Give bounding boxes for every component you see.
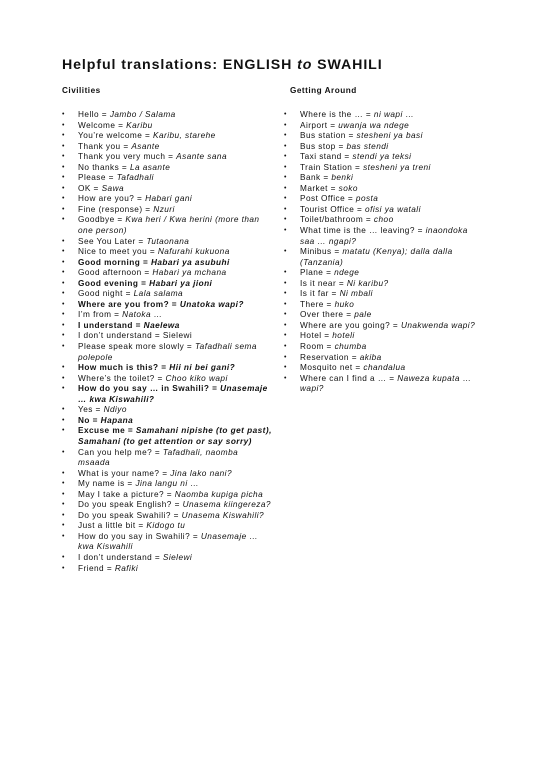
bullet-icon: • (62, 311, 65, 319)
swahili-translation: Unasema Kiswahili? (181, 510, 265, 520)
bullet-icon: • (62, 448, 65, 456)
bullet-icon: • (62, 564, 65, 572)
title-main: Helpful translations: ENGLISH (62, 57, 293, 73)
bullet-icon: • (62, 184, 65, 192)
bullet-icon: • (62, 532, 65, 540)
english-phrase: I don’t understand = (78, 552, 163, 562)
list-item (62, 553, 272, 564)
english-phrase: Nice to meet you = (78, 247, 158, 257)
list-item (62, 321, 272, 332)
list-item (62, 564, 272, 575)
bullet-icon: • (62, 153, 65, 161)
list-item (62, 405, 272, 416)
swahili-translation: Tafadhali sema polepole (78, 342, 257, 362)
english-phrase: Hello = (78, 110, 110, 119)
bullet-icon: • (62, 142, 65, 150)
english-phrase: Post Office = (300, 194, 356, 204)
english-phrase: Room = (300, 342, 335, 352)
list-item (62, 173, 272, 184)
english-phrase: There = (300, 299, 335, 309)
bullet-icon: • (62, 258, 65, 266)
bullet-icon: • (62, 553, 65, 561)
english-phrase: Taxi stand = (300, 152, 353, 162)
swahili-translation: Unasemaje … kwa Kiswahili (78, 531, 259, 552)
bullet-icon: • (284, 343, 287, 351)
english-phrase: Good night = (78, 289, 134, 299)
english-phrase: Where is the … = (300, 110, 374, 119)
english-phrase: Can you help me? = (78, 447, 163, 457)
english-phrase: Good afternoon = (78, 268, 153, 278)
swahili-translation: Kidogo tu (146, 521, 186, 531)
english-phrase: Reservation = (300, 352, 360, 362)
english-phrase: Market = (300, 183, 339, 193)
bullet-icon: • (284, 142, 287, 150)
list-item (284, 205, 484, 216)
swahili-translation: Habari ya asubuhi (150, 257, 230, 267)
civilities-list (62, 110, 272, 574)
list-item (284, 215, 484, 226)
swahili-translation: Ni karibu? (346, 278, 389, 288)
english-phrase: Where can I find a … = (300, 373, 398, 383)
swahili-translation: Tafadhali, naomba msaada (78, 447, 239, 468)
list-item (62, 363, 272, 374)
swahili-translation: Habari ya mchana (152, 268, 227, 278)
bullet-icon: • (284, 279, 287, 287)
english-phrase: Airport = (300, 120, 339, 130)
swahili-translation: ndege (334, 268, 360, 278)
list-item (62, 469, 272, 480)
english-phrase: Good morning = (78, 257, 151, 267)
bullet-icon: • (284, 269, 287, 277)
list-item (284, 184, 484, 195)
english-phrase: Where are you going? = (300, 320, 401, 330)
bullet-icon: • (284, 364, 287, 372)
list-item (62, 131, 272, 142)
bullet-icon: • (62, 174, 65, 182)
english-phrase: What time is the … leaving? = (300, 226, 426, 236)
english-phrase: My name is = (78, 479, 136, 489)
swahili-translation: Hii ni bei gani? (169, 363, 236, 373)
swahili-translation: inaondoka saa … ngapi? (300, 226, 468, 246)
bullet-icon: • (62, 469, 65, 477)
bullet-icon: • (284, 248, 287, 256)
english-phrase: Yes = (78, 405, 104, 415)
english-phrase: Excuse me = (78, 426, 136, 436)
swahili-translation: Unakwenda wapi? (400, 320, 476, 330)
english-phrase: Please = (78, 173, 117, 183)
bullet-icon: • (62, 195, 65, 203)
list-item (62, 479, 272, 490)
swahili-translation: Choo kiko wapi (165, 373, 228, 383)
bullet-icon: • (284, 205, 287, 213)
list-item (62, 237, 272, 248)
list-item (62, 384, 272, 405)
swahili-translation: uwanja wa ndege (338, 120, 410, 130)
bullet-icon: • (62, 290, 65, 298)
bullet-icon: • (62, 163, 65, 171)
bullet-icon: • (284, 332, 287, 340)
list-item (62, 205, 272, 216)
swahili-translation: La asante (129, 162, 171, 172)
list-item (62, 374, 272, 385)
list-item (62, 310, 272, 321)
bullet-icon: • (62, 332, 65, 340)
english-phrase: No = (78, 415, 101, 425)
bullet-icon: • (284, 153, 287, 161)
english-phrase: See You Later = (78, 236, 147, 246)
bullet-icon: • (284, 311, 287, 319)
list-item (62, 331, 272, 342)
bullet-icon: • (62, 121, 65, 129)
bullet-icon: • (284, 321, 287, 329)
list-item (284, 363, 484, 374)
swahili-translation: Nafurahi kukuona (157, 247, 230, 257)
page-title (62, 57, 383, 73)
swahili-translation: Rafiki (114, 563, 139, 573)
list-item (284, 131, 484, 142)
list-item (284, 353, 484, 364)
list-item (62, 511, 272, 522)
bullet-icon: • (62, 501, 65, 509)
english-phrase: Just a little bit = (78, 521, 147, 531)
list-item (62, 247, 272, 258)
english-phrase: Thank you very much = (78, 152, 177, 162)
english-phrase: I understand = (78, 320, 144, 330)
swahili-translation: Natoka … (122, 310, 163, 320)
list-item (284, 152, 484, 163)
bullet-icon: • (62, 343, 65, 351)
swahili-translation: Sielewi (162, 552, 193, 562)
list-item (62, 258, 272, 269)
bullet-icon: • (284, 195, 287, 203)
bullet-icon: • (284, 184, 287, 192)
list-item (284, 173, 484, 184)
list-item (284, 163, 484, 174)
english-phrase: May I take a picture? = (78, 489, 175, 499)
english-phrase: You’re welcome = (78, 131, 153, 141)
list-item (284, 121, 484, 132)
list-item (284, 310, 484, 321)
english-phrase: How are you? = (78, 194, 146, 204)
swahili-translation: stesheni ya treni (363, 162, 431, 172)
bullet-icon: • (62, 480, 65, 488)
bullet-icon: • (62, 300, 65, 308)
swahili-translation: Unasema kiingereza? (182, 500, 271, 510)
swahili-translation: pale (354, 310, 372, 320)
bullet-icon: • (62, 364, 65, 372)
list-item (284, 194, 484, 205)
english-phrase: Bank = (300, 173, 332, 183)
english-phrase: Goodbye = (78, 215, 126, 225)
bullet-icon: • (62, 111, 65, 118)
bullet-icon: • (284, 290, 287, 298)
bullet-icon: • (62, 279, 65, 287)
bullet-icon: • (284, 132, 287, 140)
swahili-translation: Ndiyo (103, 405, 127, 415)
list-item (62, 268, 272, 279)
list-item (62, 521, 272, 532)
list-item (284, 342, 484, 353)
list-item (62, 110, 272, 121)
getting-around-heading: Getting Around (290, 86, 357, 95)
swahili-translation: Karibu (126, 120, 153, 130)
english-phrase: Is it far = (300, 289, 340, 299)
swahili-translation: bas stendi (346, 141, 389, 151)
swahili-translation: benki (331, 173, 354, 183)
english-phrase: Thank you = (78, 141, 132, 151)
swahili-translation: Asante sana (176, 152, 227, 162)
english-phrase: Train Station = (300, 162, 364, 172)
bullet-icon: • (284, 353, 287, 361)
english-phrase: Hotel = (300, 331, 333, 341)
swahili-translation: Tutaonana (146, 236, 190, 246)
swahili-translation: matatu (Kenya); dalla dalla (Tanzania) (300, 247, 453, 267)
bullet-icon: • (62, 205, 65, 213)
english-phrase: Good evening = (78, 278, 150, 288)
swahili-translation: Hapana (100, 415, 134, 425)
english-phrase: What is your name? = (78, 468, 171, 478)
bullet-icon: • (284, 121, 287, 129)
bullet-icon: • (62, 374, 65, 382)
english-phrase: No thanks = (78, 162, 130, 172)
list-item (284, 374, 484, 395)
bullet-icon: • (284, 216, 287, 224)
english-phrase: I don’t understand = Sielewi (78, 331, 193, 341)
swahili-translation: Unasemaje … kwa Kiswahili? (78, 384, 268, 404)
title-language: SWAHILI (317, 57, 383, 73)
list-item (284, 289, 484, 300)
swahili-translation: soko (338, 183, 358, 193)
list-item (284, 279, 484, 290)
civilities-heading: Civilities (62, 86, 101, 95)
swahili-translation: Naweza kupata … wapi? (300, 373, 472, 394)
swahili-translation: Asante (131, 141, 160, 151)
list-item (62, 184, 272, 195)
bullet-icon: • (62, 132, 65, 140)
english-phrase: Over there = (300, 310, 355, 320)
list-item (62, 416, 272, 427)
swahili-translation: Karibu, starehe (153, 131, 216, 141)
list-item (62, 163, 272, 174)
bullet-icon: • (62, 427, 65, 435)
english-phrase: Please speak more slowly = (78, 342, 195, 352)
bullet-icon: • (284, 111, 287, 118)
swahili-translation: stendi ya teksi (352, 152, 412, 162)
title-to: to (297, 57, 313, 73)
english-phrase: Is it near = (300, 278, 347, 288)
bullet-icon: • (62, 416, 65, 424)
english-phrase: How do you say in Swahili? = (78, 531, 201, 541)
english-phrase: Toilet/bathroom = (300, 215, 374, 225)
swahili-translation: Naelewa (143, 320, 180, 330)
swahili-translation: huko (334, 299, 355, 309)
swahili-translation: Tafadhali (116, 173, 154, 183)
list-item (62, 194, 272, 205)
english-phrase: Tourist Office = (300, 204, 366, 214)
list-item (284, 110, 484, 121)
list-item (62, 342, 272, 363)
list-item (62, 152, 272, 163)
list-item (62, 215, 272, 236)
bullet-icon: • (62, 511, 65, 519)
bullet-icon: • (284, 300, 287, 308)
bullet-icon: • (62, 269, 65, 277)
swahili-translation: stesheni ya basi (356, 131, 423, 141)
bullet-icon: • (62, 385, 65, 393)
english-phrase: Where’s the toilet? = (78, 373, 166, 383)
bullet-icon: • (284, 174, 287, 182)
english-phrase: OK = (78, 183, 102, 193)
swahili-translation: Habari ya jioni (149, 278, 213, 288)
bullet-icon: • (62, 248, 65, 256)
english-phrase: Friend = (78, 563, 115, 573)
swahili-translation: Kwa heri / Kwa herini (more than one person) (78, 215, 260, 236)
bullet-icon: • (62, 237, 65, 245)
swahili-translation: Sawa (101, 183, 125, 193)
list-item (284, 321, 484, 332)
swahili-translation: Jina langu ni … (135, 479, 200, 489)
bullet-icon: • (284, 374, 287, 382)
swahili-translation: Nzuri (153, 204, 175, 214)
bullet-icon: • (62, 216, 65, 224)
swahili-translation: Jambo / Salama (109, 110, 176, 119)
swahili-translation: chumba (334, 342, 367, 352)
swahili-translation: Samahani nipishe (to get past), Samahani (to get attention or say sorry) (78, 426, 272, 446)
bullet-icon: • (62, 522, 65, 530)
english-phrase: How much is this? = (78, 363, 170, 373)
english-phrase: Welcome = (78, 120, 127, 130)
list-item (284, 331, 484, 342)
list-item (62, 279, 272, 290)
list-item (62, 426, 272, 447)
bullet-icon: • (62, 406, 65, 414)
list-item (62, 300, 272, 311)
swahili-translation: choo (373, 215, 394, 225)
english-phrase: I’m from = (78, 310, 123, 320)
english-phrase: Mosquito net = (300, 363, 364, 373)
bullet-icon: • (62, 321, 65, 329)
english-phrase: Plane = (300, 268, 335, 278)
english-phrase: Minibus = (300, 247, 343, 257)
list-item (284, 247, 484, 268)
english-phrase: How do you say … in Swahili? = (78, 384, 221, 394)
english-phrase: Bus stop = (300, 141, 347, 151)
english-phrase: Bus station = (300, 131, 357, 141)
swahili-translation: Jina lako nani? (170, 468, 233, 478)
bullet-icon: • (284, 163, 287, 171)
list-item (62, 289, 272, 300)
swahili-translation: posta (355, 194, 379, 204)
swahili-translation: Lala salama (133, 289, 184, 299)
swahili-translation: chandalua (363, 363, 406, 373)
swahili-translation: ofisi ya watali (365, 204, 421, 214)
list-item (62, 532, 272, 553)
english-phrase: Do you speak Swahili? = (78, 510, 182, 520)
bullet-icon: • (284, 227, 287, 235)
swahili-translation: Ni mbali (339, 289, 373, 299)
list-item (284, 142, 484, 153)
list-item (62, 490, 272, 501)
english-phrase: Fine (response) = (78, 204, 154, 214)
list-item (62, 121, 272, 132)
swahili-translation: Naomba kupiga picha (174, 489, 264, 499)
swahili-translation: hoteli (332, 331, 355, 341)
list-item (284, 226, 484, 247)
bullet-icon: • (62, 490, 65, 498)
swahili-translation: Unatoka wapi? (179, 299, 244, 309)
list-item (62, 500, 272, 511)
swahili-translation: ni wapi … (373, 110, 415, 119)
english-phrase: Where are you from? = (78, 299, 180, 309)
list-item (284, 300, 484, 311)
list-item (62, 448, 272, 469)
swahili-translation: akiba (359, 352, 382, 362)
english-phrase: Do you speak English? = (78, 500, 183, 510)
list-item (62, 142, 272, 153)
swahili-translation: Habari gani (145, 194, 193, 204)
list-item (284, 268, 484, 279)
getting-around-list (284, 110, 484, 395)
